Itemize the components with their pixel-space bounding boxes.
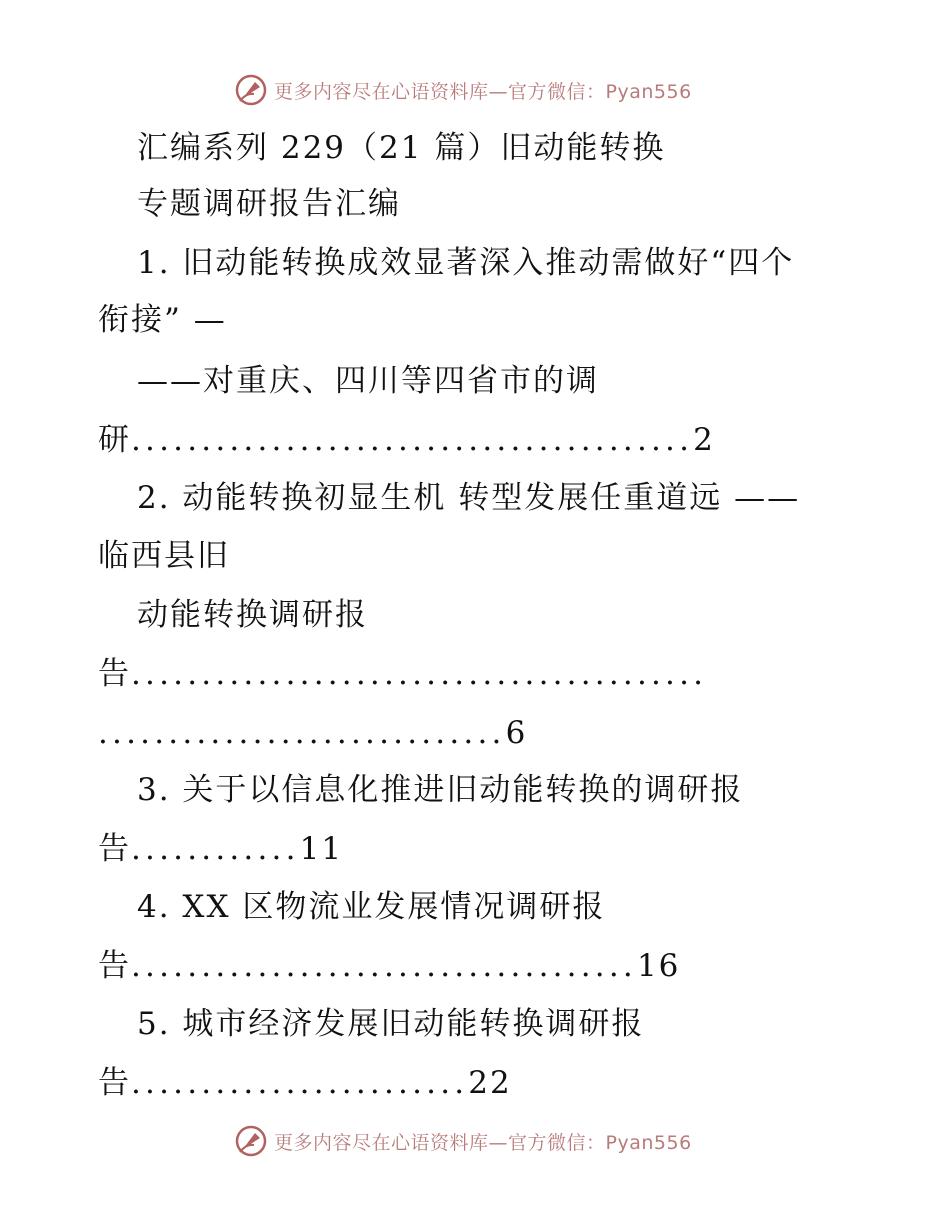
toc-item-4-page-number: 16 — [636, 948, 681, 984]
toc-item-4-line-1: 4. XX 区物流业发展情况调研报 — [137, 889, 606, 925]
watermark-text: 更多内容尽在心语资料库—官方微信：Pyan556 — [274, 1131, 692, 1154]
document-title-line-1: 汇编系列 229（21 篇）旧动能转换 — [137, 130, 666, 166]
toc-item-2-page-number: 6 — [505, 715, 528, 751]
toc-item-1-page-number: 2 — [693, 422, 715, 458]
toc-item-1-leader-dots: ........................................ — [131, 422, 694, 458]
toc-item-2-leader-continued — [98, 713, 527, 753]
toc-item-5-leader-dots: ........................ — [131, 1065, 469, 1101]
toc-item-4-leader-head: 告 — [98, 948, 131, 984]
toc-item-1-line-1: 1. 旧动能转换成效显著深入推动需做好“四个 — [137, 245, 795, 281]
toc-item-4-leader-dots: .................................... — [131, 948, 637, 984]
toc-item-5-leader-head: 告 — [98, 1065, 131, 1101]
toc-item-1-leader-head: 研 — [98, 422, 131, 458]
toc-item-3-leader — [98, 829, 343, 869]
toc-item-2-line-3: 动能转换调研报 — [137, 597, 368, 633]
toc-item-1-line-3: ——对重庆、四川等四省市的调 — [137, 363, 599, 399]
pen-nib-logo-icon — [234, 1124, 268, 1158]
toc-item-3-leader-head: 告 — [98, 831, 131, 867]
toc-item-3-line-1: 3. 关于以信息化推进旧动能转换的调研报 — [137, 772, 744, 808]
toc-item-3-page-number: 11 — [299, 831, 344, 867]
toc-item-2-line-1: 2. 动能转换初显生机 转型发展任重道远 —— — [137, 480, 801, 516]
toc-item-2-leader — [98, 654, 707, 694]
toc-item-1-line-2: 衔接” — — [98, 302, 227, 338]
toc-item-5-leader — [98, 1063, 512, 1103]
header-watermark — [234, 73, 692, 107]
pen-nib-logo-icon — [234, 73, 268, 107]
watermark-text: 更多内容尽在心语资料库—官方微信：Pyan556 — [274, 80, 692, 103]
toc-item-5-line-1: 5. 城市经济发展旧动能转换调研报 — [137, 1006, 645, 1042]
toc-item-4-leader — [98, 946, 680, 986]
toc-item-2-leader-dots-2: ............................. — [98, 715, 506, 751]
footer-watermark — [234, 1124, 692, 1158]
toc-item-2-leader-dots: ......................................... — [131, 656, 708, 692]
toc-item-2-line-2: 临西县旧 — [98, 538, 230, 574]
toc-item-3-leader-dots: ............ — [131, 831, 300, 867]
toc-item-1-leader — [98, 420, 715, 460]
toc-item-5-page-number: 22 — [468, 1065, 512, 1101]
document-title-line-2: 专题调研报告汇编 — [137, 186, 401, 222]
toc-item-2-leader-head: 告 — [98, 656, 131, 692]
